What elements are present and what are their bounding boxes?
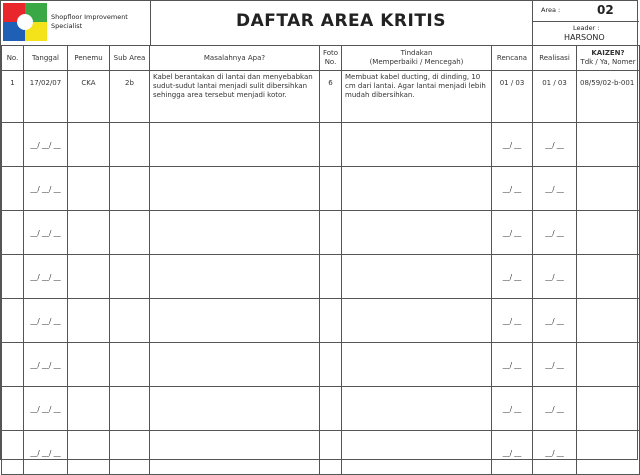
cell-sub-area[interactable] [110,431,150,475]
col-sub-area: Sub Area [110,46,150,71]
table-row [2,123,640,167]
leader-label: Leader : [573,24,600,32]
cell-penemu[interactable] [68,123,110,167]
cell-masalah[interactable] [150,167,320,211]
cell-tindakan[interactable] [342,431,492,475]
5s-puzzle-logo [3,3,47,41]
cell-sub-area[interactable] [110,387,150,431]
col-tindakan [342,46,492,71]
cell-tindakan[interactable] [342,299,492,343]
cell-rencana[interactable]: __/ __ [492,123,533,167]
cell-masalah[interactable] [150,387,320,431]
cell-masalah[interactable] [150,211,320,255]
col-realisasi: Realisasi [533,46,577,71]
sheet-header [1,1,639,46]
table-row [2,387,640,431]
cell-rencana[interactable]: __/ __ [492,387,533,431]
cell-tindakan[interactable] [342,167,492,211]
col-no: No. [2,46,24,71]
table-row [2,255,640,299]
cell-sub-area[interactable] [110,123,150,167]
cell-tanggal[interactable]: __/ __/ __ [24,123,68,167]
cell-foto[interactable] [320,211,342,255]
cell-rencana[interactable]: 01 / 03 [492,71,533,123]
cell-realisasi[interactable]: __/ __ [533,211,577,255]
cell-no [2,431,24,475]
cell-sub-area[interactable]: 2b [110,71,150,123]
cell-rencana[interactable]: __/ __ [492,431,533,475]
cell-masalah[interactable]: Kabel berantakan di lantai dan menyebabkan sudut-sudut lantai menjadi sulit dibersihkan sehingga area tersebut menjadi kotor. [150,71,320,123]
area-value: 02 [597,3,614,17]
critical-area-table [1,45,640,475]
cell-tindakan[interactable]: Membuat kabel ducting, di dinding, 10 cm dari lantai. Agar lantai menjadi lebih mudah dibersihkan. [342,71,492,123]
cell-kaizen[interactable]: 08/59/02-b-001 [577,71,640,123]
cell-tanggal[interactable]: __/ __/ __ [24,255,68,299]
table-row [2,343,640,387]
cell-rencana[interactable]: __/ __ [492,255,533,299]
cell-masalah[interactable] [150,299,320,343]
cell-sub-area[interactable] [110,343,150,387]
col-rencana: Rencana [492,46,533,71]
col-kaizen-subtitle: Tdk / Ya, Nomer [580,58,636,66]
table-row [2,211,640,255]
table-header-row [2,46,640,71]
cell-rencana[interactable]: __/ __ [492,299,533,343]
cell-realisasi[interactable]: __/ __ [533,167,577,211]
cell-kaizen[interactable] [577,123,640,167]
leader-value: HARSONO [564,33,605,42]
cell-tindakan[interactable] [342,343,492,387]
cell-tanggal[interactable]: __/ __/ __ [24,343,68,387]
cell-realisasi[interactable]: 01 / 03 [533,71,577,123]
cell-tindakan[interactable] [342,211,492,255]
cell-no [2,387,24,431]
cell-realisasi[interactable]: __/ __ [533,299,577,343]
area-label: Area : [541,6,561,14]
cell-masalah[interactable] [150,343,320,387]
cell-no [2,255,24,299]
cell-penemu[interactable] [68,211,110,255]
cell-no: 1 [2,71,24,123]
col-foto: Foto No. [320,46,342,71]
col-kaizen [577,46,640,71]
cell-kaizen[interactable] [577,299,640,343]
cell-tanggal[interactable]: __/ __/ __ [24,431,68,475]
cell-tindakan[interactable] [342,255,492,299]
cell-no [2,343,24,387]
header-divider-mid [532,21,639,22]
cell-penemu[interactable] [68,167,110,211]
cell-masalah[interactable] [150,123,320,167]
table-row [2,71,640,123]
cell-tanggal[interactable]: __/ __/ __ [24,299,68,343]
col-masalah: Masalahnya Apa? [150,46,320,71]
cell-realisasi[interactable]: __/ __ [533,255,577,299]
cell-realisasi[interactable]: __/ __ [533,431,577,475]
cell-tindakan[interactable] [342,123,492,167]
cell-kaizen[interactable] [577,431,640,475]
cell-foto[interactable] [320,123,342,167]
cell-kaizen[interactable] [577,387,640,431]
cell-rencana[interactable]: __/ __ [492,343,533,387]
cell-sub-area[interactable] [110,255,150,299]
cell-tindakan[interactable] [342,387,492,431]
cell-penemu[interactable] [68,431,110,475]
cell-sub-area[interactable] [110,299,150,343]
cell-realisasi[interactable]: __/ __ [533,343,577,387]
cell-penemu[interactable] [68,343,110,387]
cell-tanggal[interactable]: __/ __/ __ [24,167,68,211]
cell-realisasi[interactable]: __/ __ [533,123,577,167]
cell-masalah[interactable] [150,255,320,299]
header-divider-right [532,1,533,45]
cell-tanggal[interactable]: __/ __/ __ [24,387,68,431]
brand-text [51,13,128,31]
cell-foto[interactable] [320,255,342,299]
cell-penemu[interactable] [68,255,110,299]
col-tindakan-subtitle: (Memperbaiki / Mencegah) [369,58,464,66]
cell-penemu[interactable]: CKA [68,71,110,123]
cell-penemu[interactable] [68,387,110,431]
cell-kaizen[interactable] [577,343,640,387]
page-title: DAFTAR AREA KRITIS [235,11,446,31]
col-tindakan-title: Tindakan [400,49,433,57]
cell-sub-area[interactable] [110,211,150,255]
cell-realisasi[interactable]: __/ __ [533,387,577,431]
table-row [2,431,640,475]
cell-tanggal[interactable]: __/ __/ __ [24,211,68,255]
cell-kaizen[interactable] [577,255,640,299]
cell-no [2,167,24,211]
cell-no [2,299,24,343]
col-kaizen-title: KAIZEN? [591,49,625,57]
cell-sub-area[interactable] [110,167,150,211]
cell-foto[interactable] [320,299,342,343]
cell-kaizen[interactable] [577,167,640,211]
cell-foto[interactable] [320,431,342,475]
cell-no [2,211,24,255]
col-penemu: Penemu [68,46,110,71]
cell-kaizen[interactable] [577,211,640,255]
cell-foto[interactable] [320,167,342,211]
cell-foto[interactable] [320,387,342,431]
table-row [2,167,640,211]
col-tanggal: Tanggal [24,46,68,71]
brand-line-2: Specialist [51,22,83,30]
cell-foto[interactable] [320,343,342,387]
cell-rencana[interactable]: __/ __ [492,167,533,211]
cell-rencana[interactable]: __/ __ [492,211,533,255]
cell-no [2,123,24,167]
cell-penemu[interactable] [68,299,110,343]
cell-masalah[interactable] [150,431,320,475]
cell-tanggal[interactable]: 17/02/07 [24,71,68,123]
table-row [2,299,640,343]
cell-foto[interactable]: 6 [320,71,342,123]
brand-line-1: Shopfloor Improvement [51,13,128,21]
